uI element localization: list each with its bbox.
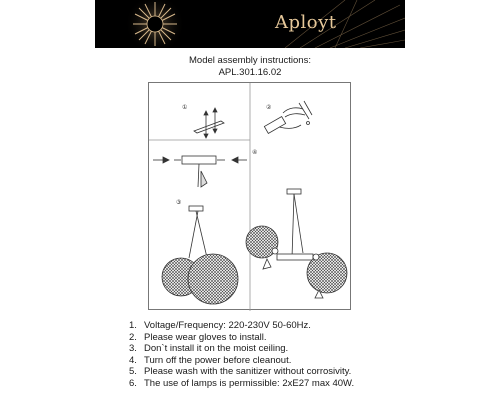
- brand-name: Aployt: [275, 12, 337, 33]
- brand-banner: [95, 0, 405, 48]
- instructions-title: Model assembly instructions:: [189, 55, 311, 66]
- pendant-view-assembly: [246, 189, 347, 298]
- step-number-1: ①: [182, 104, 188, 111]
- list-item: 1. Voltage/Frequency: 220-230V 50-60Hz.: [129, 320, 311, 331]
- model-number: APL.301.16.02: [218, 67, 282, 78]
- wiring-connection: [264, 101, 312, 133]
- canopy-fixing: [153, 156, 247, 187]
- assembly-diagram: [148, 82, 351, 310]
- list-item: 4. Turn off the power before cleanout.: [129, 354, 292, 366]
- instruction-list: [129, 320, 354, 389]
- step-number-3: ③: [176, 199, 182, 206]
- sunburst-icon: [95, 0, 405, 48]
- list-item: 2. Please wear gloves to install.: [129, 331, 267, 343]
- list-item: 5. Please wash with the sanitizer without corrosivity.: [129, 366, 352, 377]
- list-item: 3. Don`t install it on the moist ceiling.: [129, 343, 289, 354]
- pendant-view-front: [162, 206, 238, 304]
- step-number-4: ④: [252, 149, 258, 156]
- mounting-bar: [194, 108, 224, 138]
- step-number-2: ②: [266, 104, 272, 111]
- assembly-illustration: [149, 83, 352, 311]
- list-item: 6. The use of lamps is permissible: 2xE27 max 40W.: [129, 377, 355, 389]
